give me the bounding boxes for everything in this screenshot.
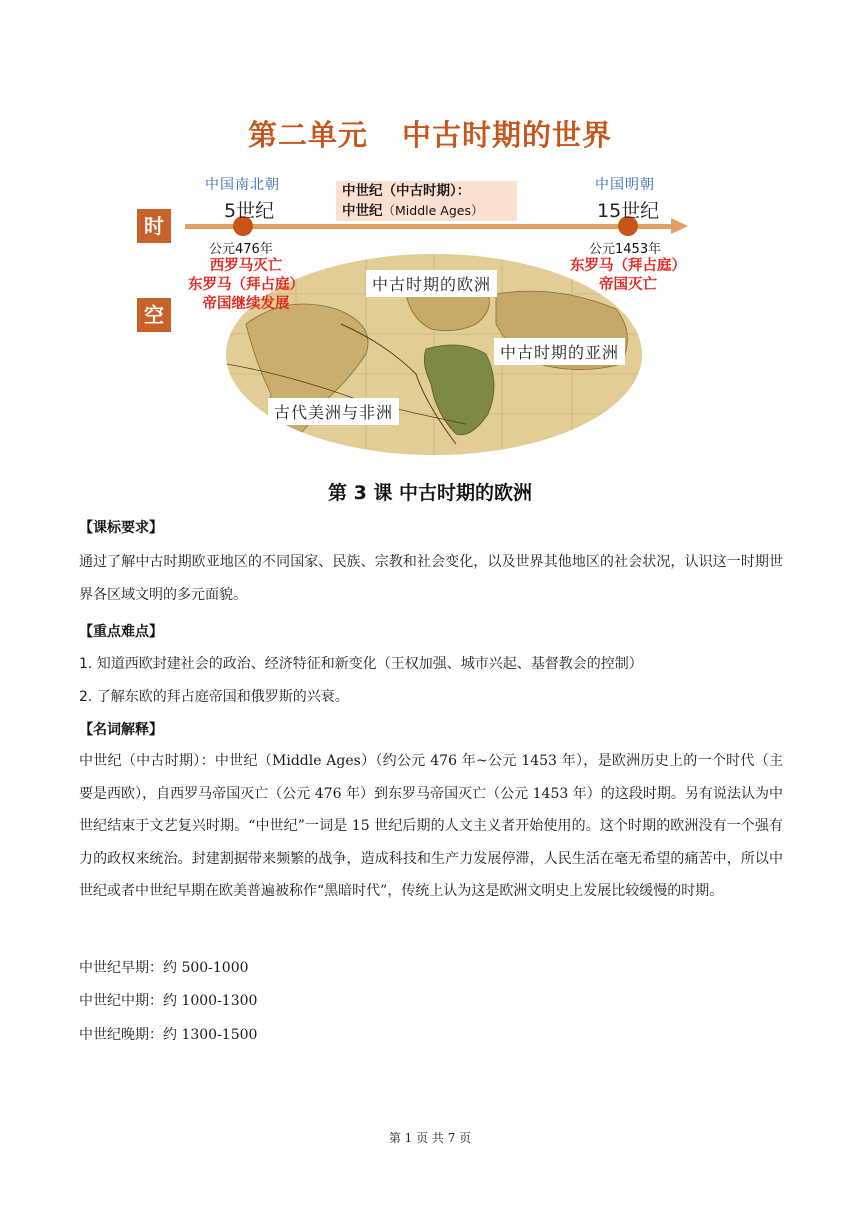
middle-ages-english: （Middle Ages） [382, 203, 484, 218]
left-year: 公元476年 [209, 242, 273, 257]
map-label-america-africa: 古代美洲与非洲 [268, 398, 399, 425]
period-middle: 中世纪中期：约 1000-1300 [79, 993, 258, 1009]
middle-ages-line1: 中世纪（中古时期）： [342, 183, 471, 199]
left-event-line: 东罗马（拜占庭） [188, 277, 304, 293]
map-label-asia: 中古时期的亚洲 [494, 338, 625, 365]
left-china-dynasty: 中国南北朝 [205, 177, 280, 193]
middle-ages-line2: 中世纪 [342, 203, 383, 219]
unit-title [0, 113, 860, 154]
right-century: 15世纪 [597, 200, 660, 222]
space-tag: 空 [137, 298, 171, 332]
standard-text: 通过了解中古时期欧亚地区的不同国家、民族、宗教和社会变化，以及世界其他地区的社会状况，认识这一时期世界各区域文明的多元面貌。 [79, 554, 783, 603]
left-event-line: 西罗马灭亡 [209, 258, 283, 274]
timeline-arrow-icon [671, 218, 688, 234]
key-points-heading: 【重点难点】 [79, 624, 163, 640]
right-events [558, 257, 698, 295]
left-events [176, 257, 316, 314]
period-late: 中世纪晚期：约 1300-1500 [79, 1027, 258, 1043]
time-tag: 时 [137, 209, 171, 243]
key-point-item: 2. 了解东欧的拜占庭帝国和俄罗斯的兴衰。 [79, 689, 349, 705]
lesson-title: 第 3 课 中古时期的欧洲 [327, 482, 533, 504]
right-event-line: 东罗马（拜占庭） [570, 258, 686, 274]
term-name: 中世纪（中古时期） [79, 753, 201, 769]
timeline-bar [185, 224, 673, 229]
key-point-item: 1. 知道西欧封建社会的政治、经济特征和新变化（王权加强、城市兴起、基督教会的控制） [79, 656, 643, 672]
standard-heading: 【课标要求】 [79, 520, 163, 536]
map-label-europe: 中古时期的欧洲 [366, 270, 497, 297]
middle-ages-box [336, 181, 517, 221]
left-event-line: 帝国继续发展 [202, 296, 290, 312]
terms-heading: 【名词解释】 [79, 722, 163, 738]
right-china-dynasty: 中国明朝 [595, 177, 655, 193]
unit-name: 中古时期的世界 [402, 118, 613, 152]
unit-label: 第二单元 [247, 118, 368, 152]
term-definition-block [79, 745, 783, 908]
page-footer: 第 1 页 共 7 页 [388, 1131, 472, 1145]
term-definition: ：中世纪（Middle Ages）（约公元 476 年~公元 1453 年），是欧洲历史上的一个时代（主要是西欧），自西罗马帝国灭亡（公元 476 年）到东罗马帝国灭亡（公元 1453 年）的这段时期。另有说法认为中世纪结束于文艺复兴时期。“中世纪”一词是 15 世纪后期的人文主义者开始使用的。这个时期的欧洲没有一个强有力的政权来统治。封建割据带来频繁的战争，造成科技和生产力发展停滞，人民生活在毫无希望的痛苦中，所以中世纪或者中世纪早期在欧美普遍被称作“黑暗时代”，传统上认为这是欧洲文明史上发展比较缓慢的时期。 [79, 753, 784, 899]
right-event-line: 帝国灭亡 [599, 277, 657, 293]
left-century: 5世纪 [224, 200, 275, 222]
period-early: 中世纪早期：约 500-1000 [79, 960, 249, 976]
right-year: 公元1453年 [589, 242, 662, 257]
